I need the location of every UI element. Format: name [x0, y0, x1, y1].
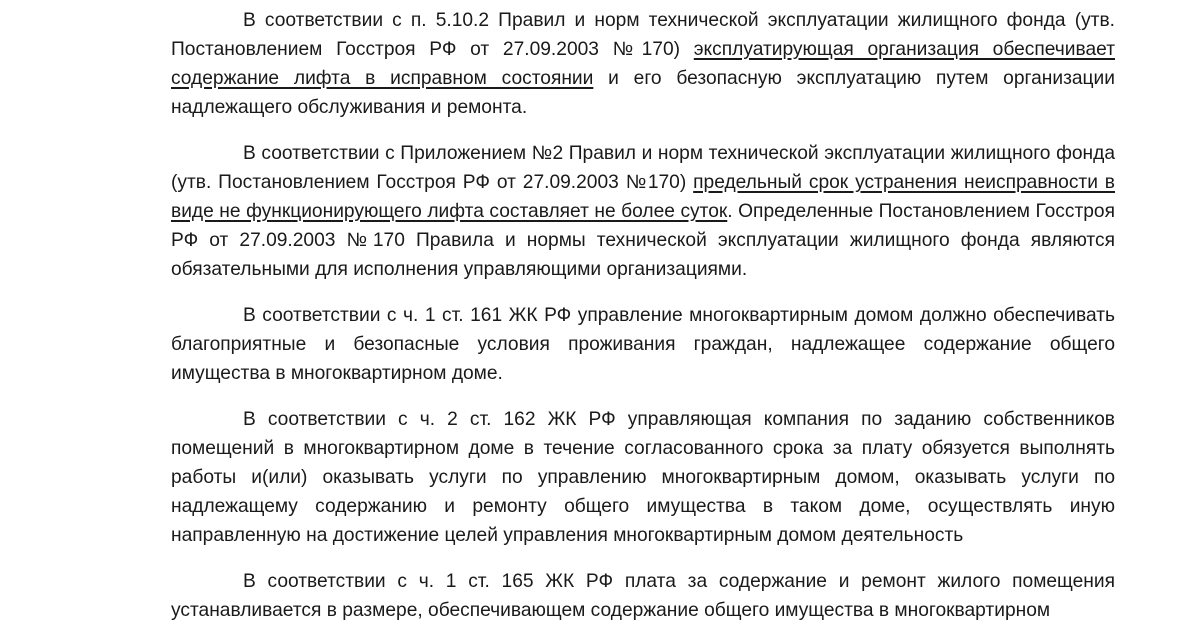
paragraph-repair-deadline [171, 139, 1115, 284]
paragraph-text: В соответствии с п. 5.10.2 Правил и норм технической эксплуатации жилищного фонда (утв. Постановлением Госстроя РФ от 27.09.2003 №170) [171, 10, 1115, 60]
paragraph-elevator-maintenance [171, 6, 1115, 122]
paragraph-article-162: В соответствии с ч. 2 ст. 162 ЖК РФ управляющая компания по заданию собственников помещений в многоквартирном доме в течение согласованного срока за плату обязуется выполнять работы и(или) оказывать услуги по управлению многоквартирным домом, оказывать услуги по надлежащему содержанию и ремонту общего имущества в таком доме, осуществлять иную направленную на достижение целей управления многоквартирным домом деятельность [171, 409, 1115, 546]
paragraph-article-161: В соответствии с ч. 1 ст. 161 ЖК РФ управление многоквартирным домом должно обеспечивать благоприятные и безопасные условия проживания граждан, надлежащее содержание общего имущества в многоквартирном доме. [171, 305, 1115, 384]
paragraph-text: . Определенные Постановлением Госстроя РФ от 27.09.2003 №170 Правила и нормы технической эксплуатации жилищного фонда являются обязательными для исполнения управляющими организациями. [171, 201, 1115, 280]
paragraph-article-165: В соответствии с ч. 1 ст. 165 ЖК РФ плата за содержание и ремонт жилого помещения устанавливается в размере, обеспечивающем содержание общего имущества в многоквартирном [171, 571, 1115, 621]
underlined-text: предельный срок устранения неисправности в виде не функционирующего лифта составляет не более суток [171, 172, 1115, 222]
document-body [171, 6, 1115, 642]
underlined-text: эксплуатирующая организация обеспечивает содержание лифта в исправном состоянии [171, 39, 1115, 89]
paragraph-text: и его безопасную эксплуатацию путем организации надлежащего обслуживания и ремонта. [171, 68, 1115, 118]
paragraph-text: В соответствии с Приложением №2 Правил и норм технической эксплуатации жилищного фонда (утв. Постановлением Госстроя РФ от 27.09.2003 №170) [171, 143, 1115, 193]
